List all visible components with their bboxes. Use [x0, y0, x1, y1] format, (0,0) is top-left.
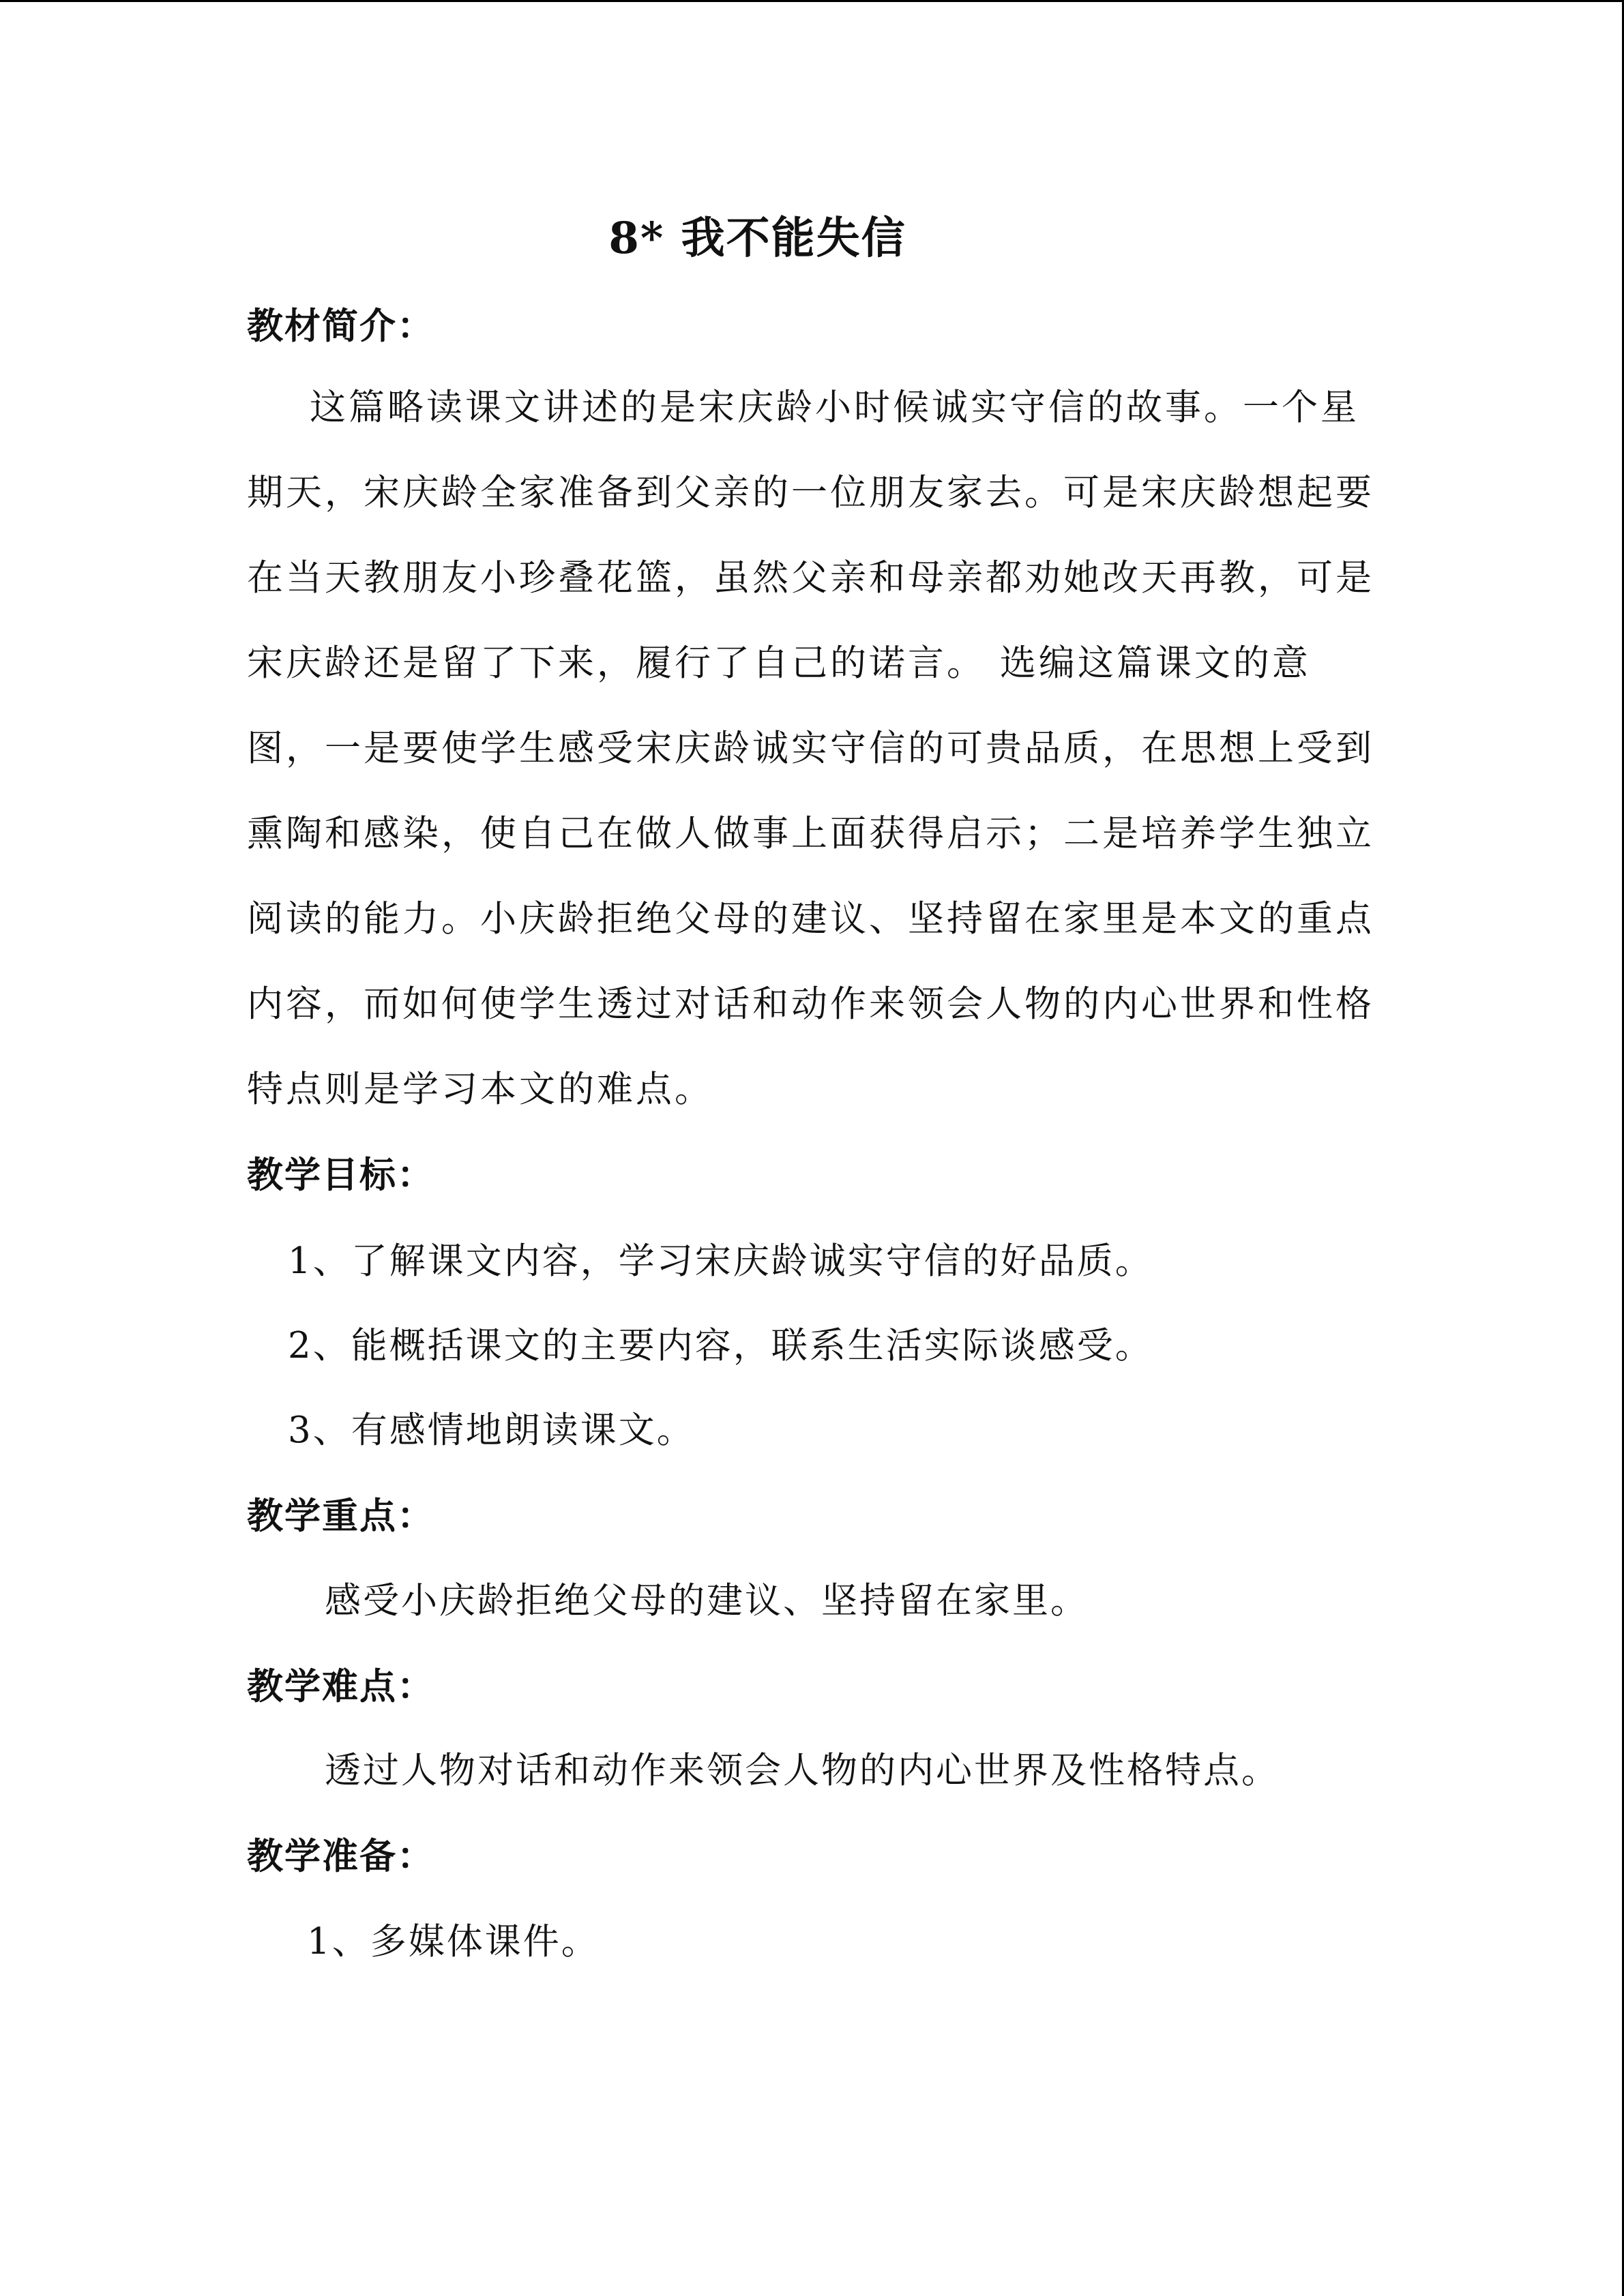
key-point-text: 感受小庆龄拒绝父母的建议、坚持留在家里。 — [325, 1580, 1089, 1622]
goal-item-3: 3、有感情地朗读课文。 — [288, 1410, 695, 1451]
difficulty-text: 透过人物对话和动作来领会人物的内心世界及性格特点。 — [325, 1750, 1280, 1791]
page-title: 8* 我不能失信 — [608, 213, 906, 264]
heading-key-point: 教学重点： — [247, 1495, 434, 1537]
intro-paragraph: 这篇略读课文讲述的是宋庆龄小时候诚实守信的故事。一个星期天，宋庆龄全家准备到父亲的一位朋友家去。可是宋庆龄想起要在当天教朋友小珍叠花篮，虽然父亲和母亲都劝她改天再教，可是宋庆龄还是留了下来，履行了自己的诺言。 选编这篇课文的意图，一是要使学生感受宋庆龄诚实守信的可贵品质，在思想上受到熏陶和感染，使自己在做人做事上面获得启示；二是培养学生独立阅读的能力。小庆龄拒绝父母的建议、坚持留在家里是本文的重点内容，而如何使学生透过对话和动作来领会人物的内心世界和性格特点则是学习本文的难点。 — [247, 387, 1374, 1110]
heading-teaching-goals: 教学目标： — [247, 1154, 434, 1196]
heading-difficulty: 教学难点： — [247, 1665, 434, 1708]
heading-preparation: 教学准备： — [247, 1835, 434, 1877]
goal-item-2: 2、能概括课文的主要内容，联系生活实际谈感受。 — [288, 1325, 1153, 1367]
preparation-item-1: 1、多媒体课件。 — [307, 1921, 600, 1963]
goal-item-1: 1、了解课文内容，学习宋庆龄诚实守信的好品质。 — [288, 1240, 1153, 1282]
heading-textbook-intro: 教材简介： — [247, 305, 434, 347]
